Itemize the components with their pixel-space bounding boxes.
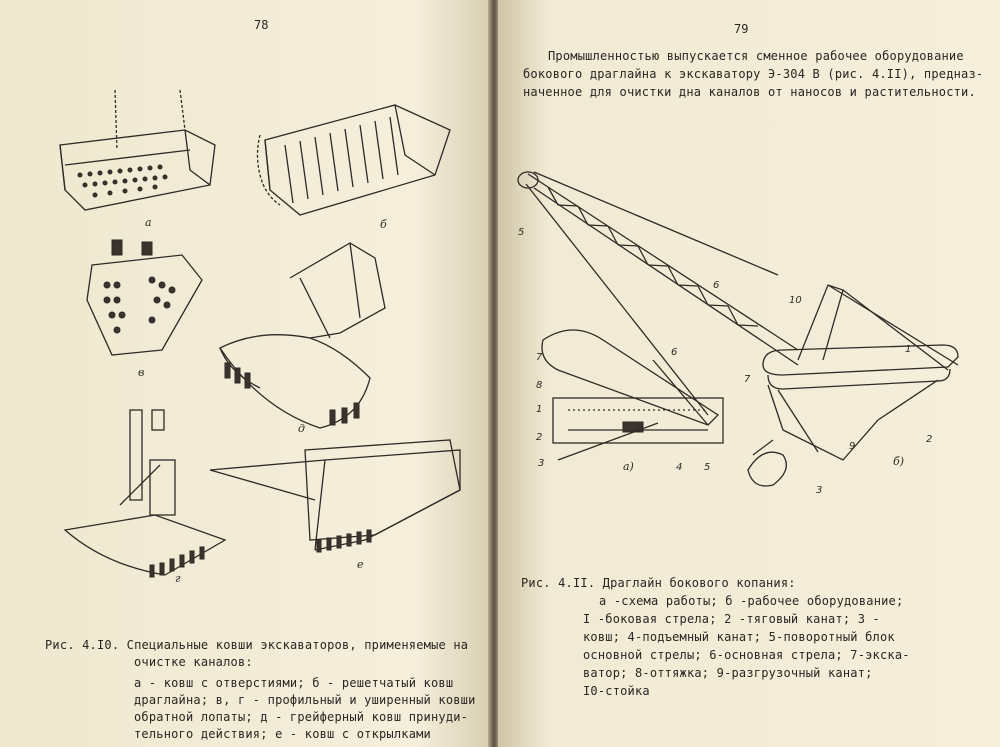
figure-caption-line: ковш; 4-подъемный канат; 5-поворотный блок: [583, 630, 895, 644]
figure-label-g: г: [175, 572, 181, 585]
page-number-left: 78: [254, 18, 269, 32]
svg-text:2: 2: [536, 432, 543, 443]
figure-label-b: б: [380, 218, 387, 231]
caption-body-line: обратной лопаты; д - грейферный ковш принуди-: [134, 710, 469, 724]
svg-text:9: 9: [849, 441, 856, 452]
dragline-scheme-illustration: [536, 330, 723, 473]
grating-bucket-illustration: [255, 95, 465, 235]
intro-line: Промышленностью выпускается сменное рабочее оборудование: [548, 49, 964, 63]
page-number-right: 79: [734, 22, 749, 36]
figure-sublabel-a: а): [623, 460, 634, 473]
figure-caption-line: I0-стойка: [583, 684, 650, 698]
caption-body-line: драглайна; в, г - профильный и уширенный ковши: [134, 693, 476, 707]
figure-caption-line: I -боковая стрела; 2 -тяговый канат; 3 -: [583, 612, 880, 626]
winged-bucket-illustration: [205, 440, 475, 575]
right-page: [498, 0, 1000, 747]
figure-caption-line: а -схема работы; б -рабочее оборудование;: [599, 594, 904, 608]
svg-text:5: 5: [704, 462, 711, 473]
svg-text:1: 1: [905, 344, 912, 355]
svg-text:7: 7: [744, 374, 751, 385]
figure-sublabel-b: б): [893, 455, 905, 468]
svg-text:3: 3: [816, 485, 823, 496]
figure-caption-line: ватор; 8-оттяжка; 9-разгрузочный канат;: [583, 666, 873, 680]
intro-line: наченное для очистки дна каналов от наносов и растительности.: [523, 85, 976, 99]
grab-bucket-illustration: [210, 238, 410, 438]
bucket-with-holes-illustration: [55, 90, 225, 230]
svg-text:1: 1: [536, 404, 543, 415]
svg-text:4: 4: [676, 462, 683, 473]
caption-body-line: тельного действия; е - ковш с открылками: [134, 727, 431, 741]
svg-text:3: 3: [538, 458, 545, 469]
figure-label-v: в: [138, 366, 145, 379]
svg-text:10: 10: [789, 295, 802, 306]
left-page: [0, 0, 490, 747]
intro-line: бокового драглайна к экскаватору Э-304 В (рис. 4.II), предназ-: [523, 67, 984, 81]
dragline-equipment-illustration: [498, 160, 998, 500]
svg-text:5: 5: [518, 227, 525, 238]
figure-label-a: а: [145, 216, 152, 229]
figure-label-d: д: [298, 422, 305, 435]
caption-body-line: а - ковш с отверстиями; б - решетчатый ковш: [134, 676, 454, 690]
figure-caption-title: Рис. 4.II. Драглайн бокового копания:: [521, 576, 796, 590]
svg-text:6: 6: [671, 347, 678, 358]
svg-text:2: 2: [926, 434, 933, 445]
caption-title-line1: Рис. 4.I0. Специальные ковши экскаваторов, применяемые на: [45, 638, 469, 652]
svg-text:6: 6: [713, 280, 720, 291]
figure-label-e: е: [357, 558, 364, 571]
svg-text:8: 8: [536, 380, 543, 391]
svg-text:7: 7: [536, 352, 543, 363]
caption-title-line2: очистке каналов:: [134, 655, 253, 669]
figure-caption-line: основной стрелы; 6-основная стрела; 7-экска-: [583, 648, 910, 662]
profile-bucket-illustration: [82, 240, 212, 380]
